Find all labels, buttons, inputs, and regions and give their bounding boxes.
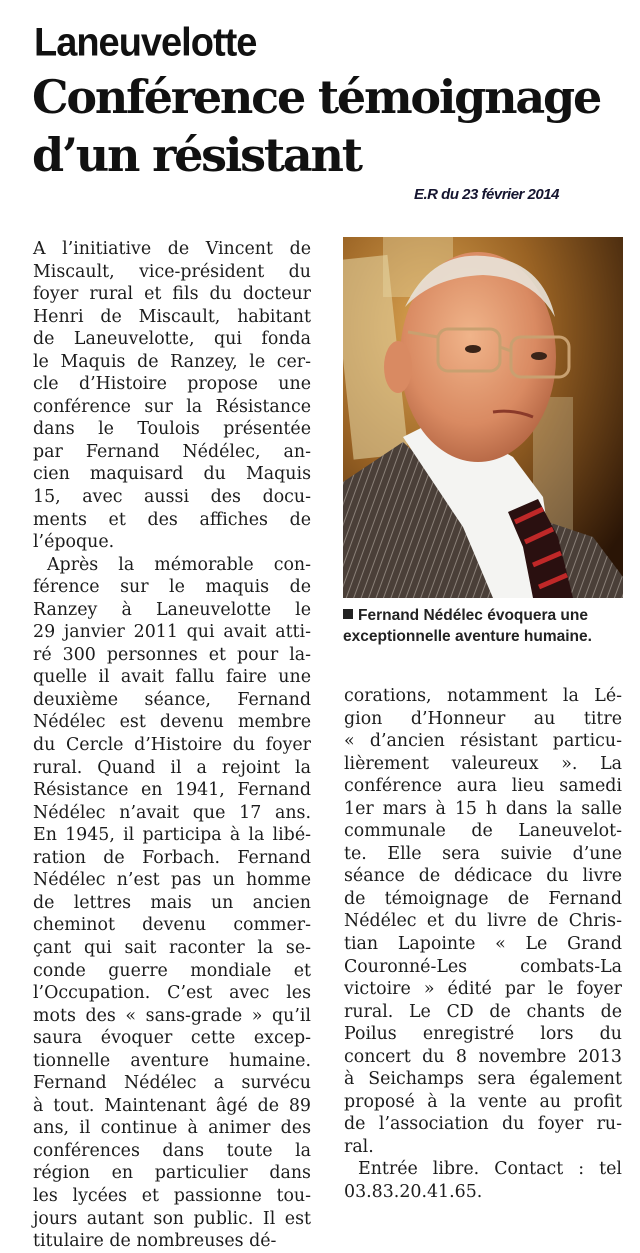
body-text-line: foyer rural et fils du docteur <box>33 284 311 305</box>
body-text-line: çant qui sait raconter la se- <box>33 937 311 958</box>
body-text-line: quelle il avait fallu faire une <box>33 667 311 688</box>
body-text-line: tian Lapointe « Le Grand <box>344 934 622 955</box>
body-text-line: victoire » édité par le foyer <box>344 979 622 1000</box>
body-text-line: Résistance en 1941, Fernand <box>33 780 311 801</box>
body-text-line: à tout. Maintenant âgé de 89 <box>33 1095 311 1116</box>
body-text-line: conférence sur la Résistance <box>33 396 311 417</box>
body-text-line: jours autant son public. Il est <box>33 1208 311 1229</box>
body-text-line: à Seichamps sera également <box>344 1069 622 1090</box>
body-text-line: le Maquis de Ranzey, le cer- <box>33 351 311 372</box>
body-text-line: de témoignage de Fernand <box>344 888 622 909</box>
caption-text: Fernand Nédélec évoquera une exceptionnelle aventure humaine. <box>343 607 592 645</box>
body-text-line: mots des « sans-grade » qu’il <box>33 1005 311 1026</box>
body-text-line: ral. <box>344 1136 374 1157</box>
body-text-line: Henri de Miscault, habitant <box>33 306 311 327</box>
body-text-line: Ranzey à Laneuvelotte le <box>33 599 311 620</box>
body-text-line: l’époque. <box>33 532 115 553</box>
body-text-line: cien maquisard du Maquis <box>33 464 311 485</box>
headline-line: d’un résistant <box>32 128 361 182</box>
body-column-2 <box>344 685 622 1204</box>
body-text-line: tionnelle aventure humaine. <box>33 1050 311 1071</box>
body-text-line: les lycées et passionne tou- <box>33 1185 311 1206</box>
body-text-line: ré 300 personnes et pour la- <box>33 644 311 665</box>
body-text-line: Nédélec n’avait que 17 ans. <box>33 802 311 823</box>
body-text-line: deuxième séance, Fernand <box>33 689 311 710</box>
body-text-line: Miscault, vice-président du <box>33 261 311 282</box>
body-text-line: par Fernand Nédélec, an- <box>33 441 311 462</box>
body-text-line: Fernand Nédélec a survécu <box>33 1073 311 1094</box>
body-text-line: région en particulier dans <box>33 1163 311 1184</box>
body-text-line: Poilus enregistré lors du <box>344 1024 622 1045</box>
body-text-line: rural. Quand il a rejoint la <box>33 757 311 778</box>
body-text-line: dans le Toulois présentée <box>33 419 311 440</box>
source-date: E.R du 23 février 2014 <box>414 186 559 203</box>
body-text-line: Après la mémorable con- <box>47 554 311 575</box>
body-text-line: conférences dans toute la <box>33 1140 311 1161</box>
body-text-line: Couronné-Les combats-La <box>344 956 622 977</box>
body-text-line: corations, notamment la Lé- <box>344 686 622 706</box>
body-text-line: gion d’Honneur au titre <box>344 708 622 729</box>
body-text-line: rural. Le CD de chants de <box>344 1001 622 1022</box>
body-text-line: cheminot devenu commer- <box>33 915 311 936</box>
portrait-photo <box>343 237 623 598</box>
body-text-line: te. Elle sera suivie d’une <box>344 843 622 864</box>
body-column-1 <box>33 238 311 1253</box>
portrait-illustration <box>343 237 623 598</box>
body-text-line: Nédélec n’est pas un homme <box>33 870 311 891</box>
body-text-line: 03.83.20.41.65. <box>344 1182 483 1203</box>
body-text-line: ration de Forbach. Fernand <box>33 847 311 868</box>
body-text-line: 1er mars à 15 h dans la salle <box>344 798 622 819</box>
body-text-line: cle d’Histoire propose une <box>33 374 311 395</box>
body-text-line: de lettres mais un ancien <box>33 892 311 913</box>
body-text-line: de l’association du foyer ru- <box>344 1114 622 1135</box>
body-text-line: saura évoquer cette excep- <box>33 1028 311 1049</box>
body-text-line: « d’ancien résistant particu- <box>344 731 622 752</box>
body-text-line: séance de dédicace du livre <box>344 866 622 887</box>
body-text-line: Nédélec et du livre de Chris- <box>344 911 622 932</box>
body-text-line: conférence aura lieu samedi <box>344 776 622 797</box>
square-bullet-icon <box>343 609 353 619</box>
body-text-line: En 1945, il participa à la libé- <box>33 825 311 846</box>
body-text-line: concert du 8 novembre 2013 <box>344 1046 622 1067</box>
body-text-line: conde guerre mondiale et <box>33 960 311 981</box>
body-text-line: Nédélec est devenu membre <box>33 712 311 733</box>
body-text-line: lièrement valeureux ». La <box>344 753 622 774</box>
body-text-line: du Cercle d’Histoire du foyer <box>33 735 311 756</box>
body-text-line: Entrée libre. Contact : tel <box>358 1159 622 1180</box>
body-text-line: A l’initiative de Vincent de <box>33 239 311 259</box>
body-text-line: 29 janvier 2011 qui avait atti- <box>33 622 311 643</box>
body-text-line: titulaire de nombreuses dé- <box>33 1231 277 1252</box>
body-text-line: l’Occupation. C’est avec les <box>33 983 311 1004</box>
headline-line: Conférence témoignage <box>32 70 601 124</box>
photo-caption <box>343 605 633 647</box>
body-text-line: ans, il continue à animer des <box>33 1118 311 1139</box>
body-text-line: communale de Laneuvelot- <box>344 821 622 842</box>
body-text-line: 15, avec aussi des docu- <box>33 487 311 508</box>
body-text-line: proposé à la vente au profit <box>344 1091 622 1112</box>
headline <box>32 68 632 184</box>
body-text-line: férence sur le maquis de <box>33 577 311 598</box>
body-text-line: de Laneuvelotte, qui fonda <box>33 329 311 350</box>
body-text-line: ments et des affiches de <box>33 509 311 530</box>
location-kicker: Laneuvelotte <box>34 20 257 66</box>
